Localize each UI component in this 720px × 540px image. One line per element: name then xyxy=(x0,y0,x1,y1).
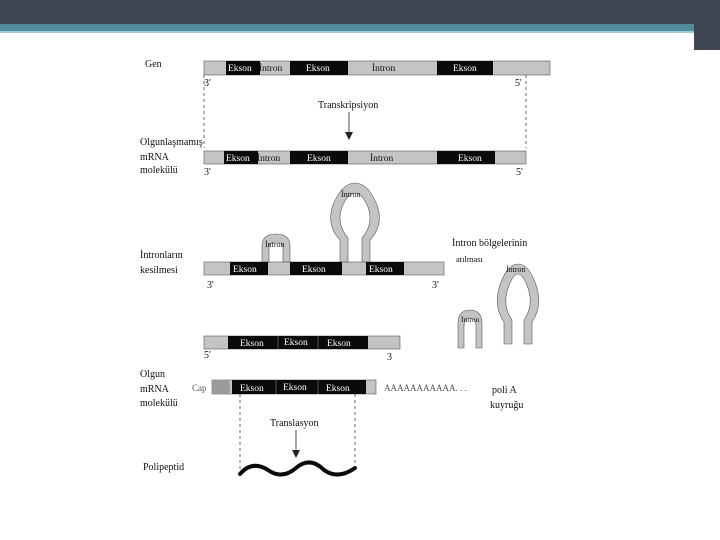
premrna-end-5prime: 5' xyxy=(516,167,523,178)
label-molekulu-1: molekülü xyxy=(140,165,178,176)
mature-label-ekson-3: Ekson xyxy=(326,384,350,394)
mature-label-ekson-2: Ekson xyxy=(283,383,307,393)
label-mrna-1: mRNA xyxy=(140,152,169,163)
label-olgunlasmamis: Olgunlaşmamış xyxy=(140,137,203,148)
mature-label-ekson-1: Ekson xyxy=(240,384,264,394)
label-cap: Cap xyxy=(192,383,207,393)
label-atilmasi: atılması xyxy=(456,254,483,264)
joined-label-ekson-2: Ekson xyxy=(284,338,308,348)
premrna-label-ekson-2: Ekson xyxy=(307,154,331,164)
label-intron-bolgelerinin: İntron bölgelerinin xyxy=(452,238,528,249)
label-poli-a: poli A xyxy=(492,385,517,396)
label-transkripsiyon: Transkripsiyon xyxy=(318,100,379,111)
removed-large-label: İntron xyxy=(506,265,526,274)
gene-label-ekson-1: Ekson xyxy=(228,64,252,74)
premrna-label-ekson-1: Ekson xyxy=(226,154,250,164)
label-polipeptid: Polipeptid xyxy=(143,462,185,473)
label-mrna-2: mRNA xyxy=(140,384,169,395)
loop-small-label: İntron xyxy=(265,240,285,249)
gene-label-intron-1: İntron xyxy=(259,64,283,74)
splice-label-ekson-1: Ekson xyxy=(233,265,257,275)
label-kuyrugu: kuyruğu xyxy=(490,400,524,411)
gene-label-ekson-3: Ekson xyxy=(453,64,477,74)
label-kesilmesi: kesilmesi xyxy=(140,265,178,276)
splice-label-ekson-3: Ekson xyxy=(369,265,393,275)
joined-end-5prime: 5' xyxy=(204,350,211,361)
polyA-sequence: AAAAAAAAAAA. . . xyxy=(384,383,467,393)
premrna-label-ekson-3: Ekson xyxy=(458,154,482,164)
joined-label-ekson-3: Ekson xyxy=(327,339,351,349)
premrna-label-intron-1: İntron xyxy=(257,154,281,164)
polypeptide-chain xyxy=(240,462,355,474)
joined-end-3: 3 xyxy=(387,352,392,363)
splice-end-3prime-left: 3' xyxy=(207,280,214,291)
arrow-transcription-head xyxy=(345,132,353,140)
splice-label-ekson-2: Ekson xyxy=(302,265,326,275)
gene-end-5prime: 5' xyxy=(515,78,522,89)
removed-small-label: İntron xyxy=(461,315,480,324)
label-molekulu-2: molekülü xyxy=(140,398,178,409)
label-translasyon: Translasyon xyxy=(270,418,319,429)
arrow-translation-head xyxy=(292,450,300,458)
gene-end-3prime: 3' xyxy=(204,78,211,89)
label-intronlarin: İntronların xyxy=(140,250,183,261)
gene-label-ekson-2: Ekson xyxy=(306,64,330,74)
label-olgun: Olgun xyxy=(140,369,165,380)
gene-label-intron-2: İntron xyxy=(372,64,396,74)
removed-intron-large xyxy=(497,264,538,344)
joined-label-ekson-1: Ekson xyxy=(240,339,264,349)
premrna-end-3prime: 3' xyxy=(204,167,211,178)
splice-end-3prime-right: 3' xyxy=(432,280,439,291)
loop-large-label: İntron xyxy=(341,190,361,199)
premrna-label-intron-2: İntron xyxy=(370,154,394,164)
mature-cap xyxy=(212,380,230,394)
label-gen: Gen xyxy=(145,59,162,70)
